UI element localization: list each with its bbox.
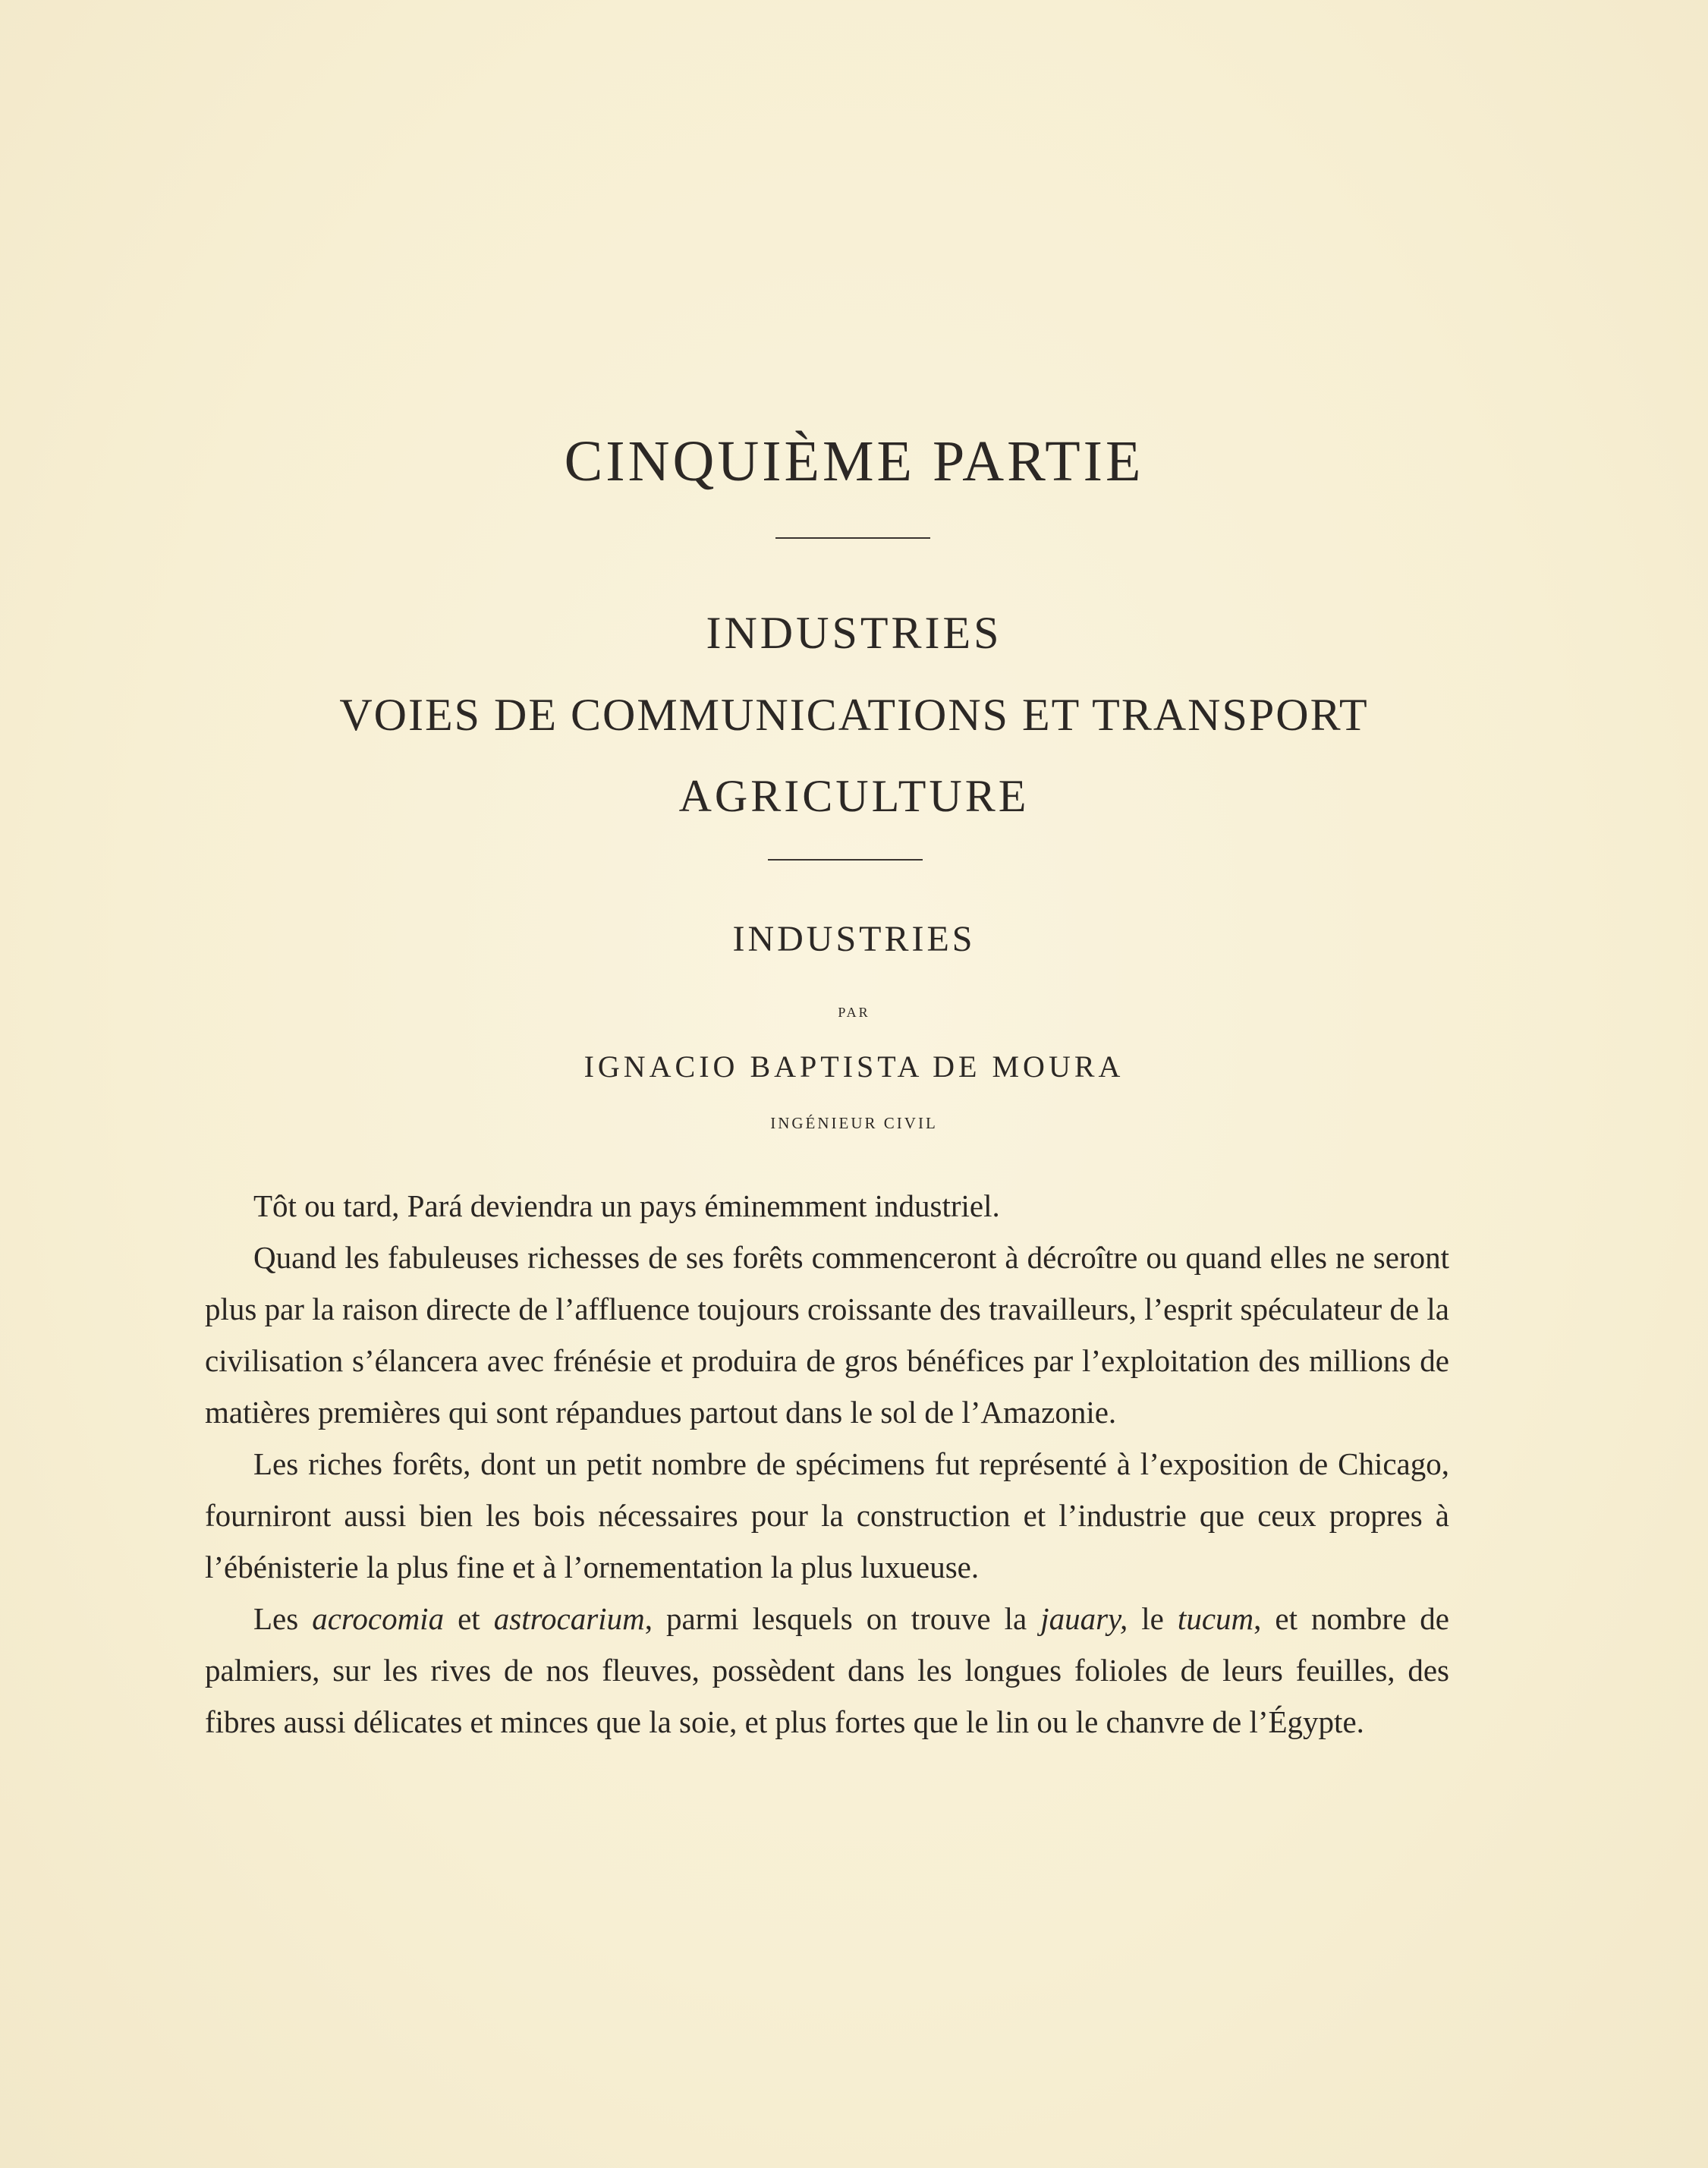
italic-term: jauary,: [1040, 1601, 1128, 1636]
author-name: IGNACIO BAPTISTA DE MOURA: [583, 1049, 1125, 1084]
italic-term: acrocomia: [312, 1601, 445, 1636]
text-run: , parmi lesquels on trouve la: [644, 1601, 1041, 1636]
italic-term: tucum: [1177, 1601, 1254, 1636]
heading-industries: INDUSTRIES: [706, 608, 1002, 658]
divider-rule: [775, 537, 930, 539]
paragraph: Tôt ou tard, Pará deviendra un pays éminemment industriel.: [253, 1188, 1000, 1223]
part-title: CINQUIÈME PARTIE: [564, 430, 1144, 493]
by-label: PAR: [838, 1005, 870, 1020]
text-run: Les: [253, 1601, 313, 1636]
text-run: , et nombre de palmiers, sur les rives de nos fleuves, possèdent dans les longues folioles de leurs feuilles, des fibres aussi délicates et minces que la soie, et plus fortes que le lin ou le chanvre de l’Égypte.: [205, 1601, 1450, 1739]
heading-communications: VOIES DE COMMUNICATIONS ET TRANSPORT: [339, 690, 1369, 740]
heading-agriculture: AGRICULTURE: [678, 771, 1030, 821]
divider-rule: [768, 859, 923, 861]
paragraph: [205, 1593, 1449, 1748]
body-text: [205, 1180, 1449, 1748]
text-run: le: [1128, 1601, 1178, 1636]
author-role: INGÉNIEUR CIVIL: [770, 1114, 938, 1132]
text-run: et: [444, 1601, 494, 1636]
paragraph: Quand les fabuleuses richesses de ses forêts commenceront à décroître ou quand elles ne seront plus par la raison directe de l’affluence toujours croissante des travailleurs, l’esprit spéculateur de la civilisation s’élancera avec frénésie et produira de gros bénéfices par l’exploitation des millions de matières premières qui sont répandues partout dans le sol de l’Amazonie.: [205, 1240, 1449, 1430]
italic-term: astrocarium: [493, 1601, 645, 1636]
section-title: INDUSTRIES: [732, 919, 976, 959]
paragraph: Les riches forêts, dont un petit nombre de spécimens fut représenté à l’exposition de Chicago, fourniront aussi bien les bois nécessaires pour la construction et l’industrie que ceux propres à l’ébénisterie la plus fine et à l’ornementation la plus luxueuse.: [205, 1446, 1449, 1584]
